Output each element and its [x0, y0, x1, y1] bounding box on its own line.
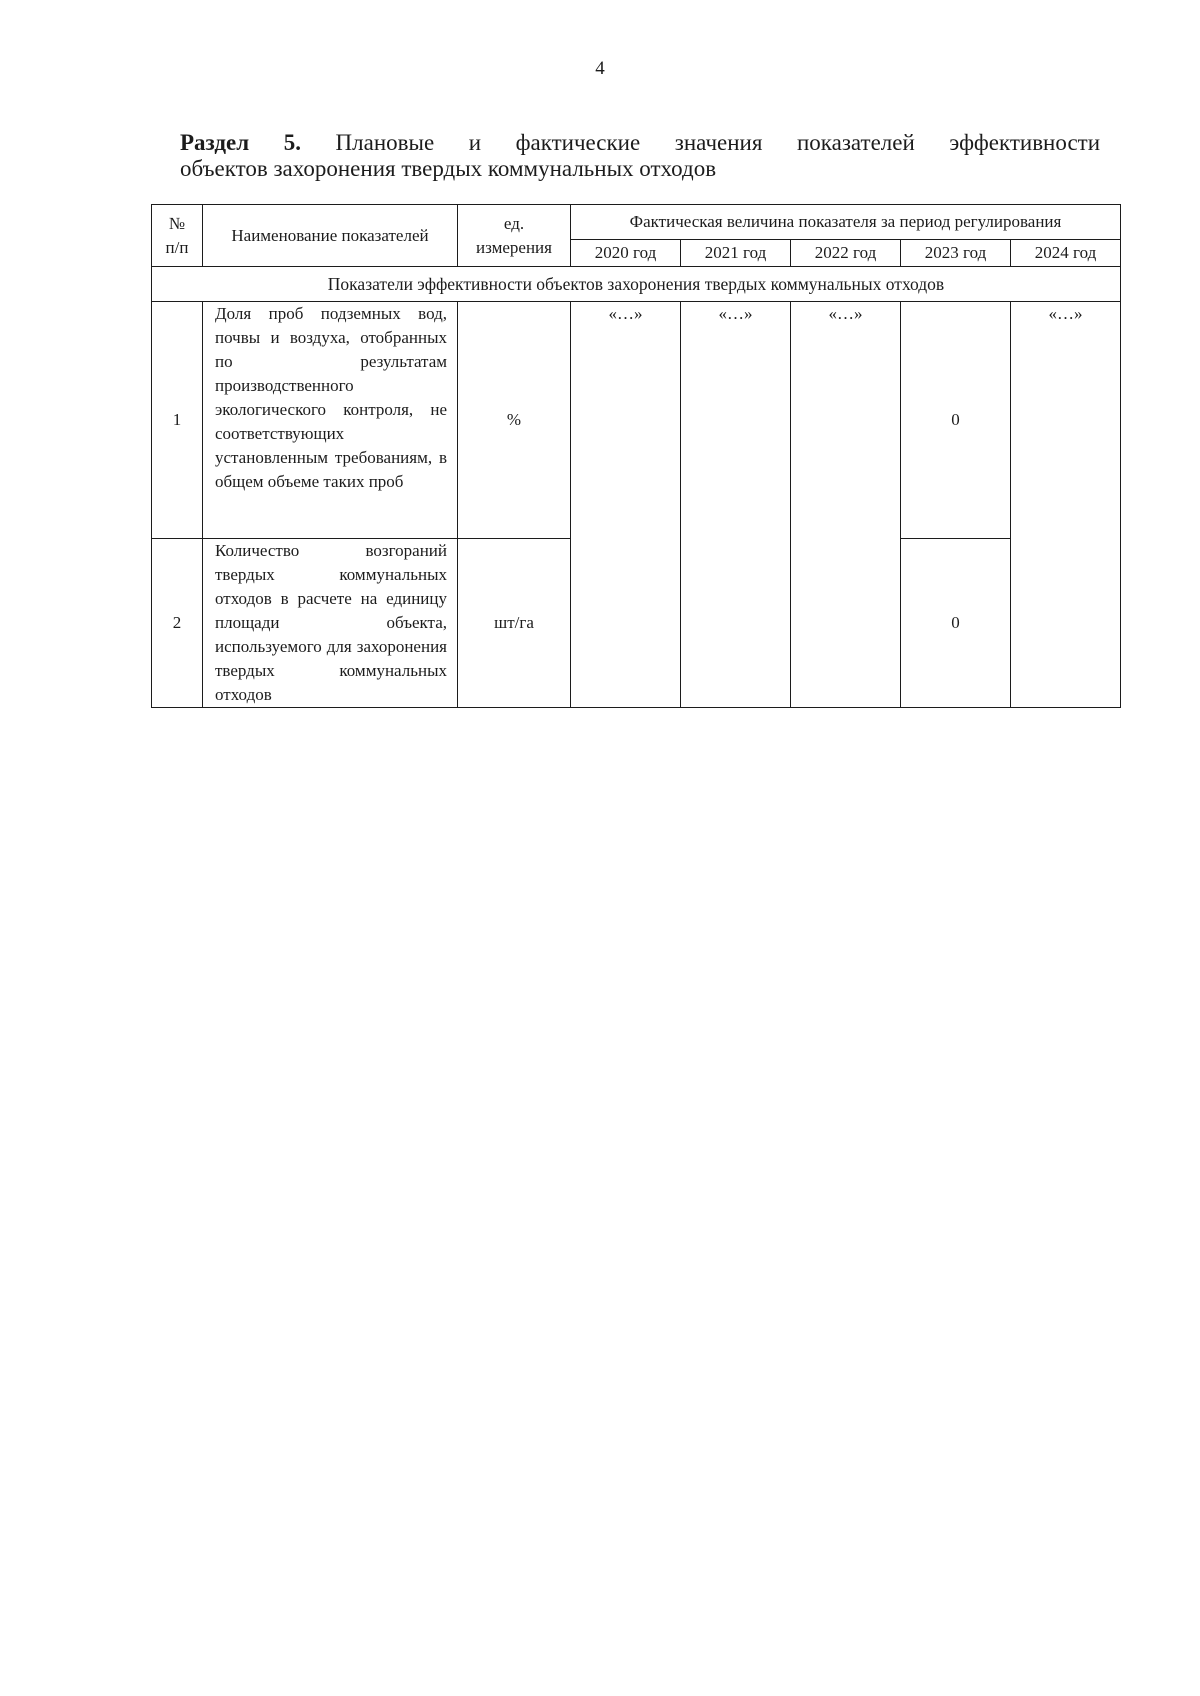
section-title-text: Плановые и фактические значения показателей эффективности	[335, 130, 1101, 155]
group-title: Показатели эффективности объектов захоронения твердых коммунальных отходов	[152, 267, 1121, 302]
row-name: Доля проб подземных вод, почвы и воздуха, отобранных по результатам производственного экологического контроля, не соответствующих установленным требованиям, в общем объеме таких проб	[203, 302, 458, 539]
row-unit: %	[458, 302, 571, 539]
value-2020: «…»	[571, 302, 681, 708]
header-unit-line2: измерения	[476, 237, 552, 257]
header-num-line1: №	[168, 213, 186, 233]
year-2024: 2024 год	[1011, 240, 1121, 267]
table-row	[152, 302, 1121, 539]
row-unit: шт/га	[458, 539, 571, 708]
header-unit-line1: ед.	[503, 213, 525, 233]
row-name: Количество возгораний твердых коммунальных отходов в расчете на единицу площади объекта, используемого для захоронения твердых коммунальных отходов	[203, 539, 458, 708]
header-actual: Фактическая величина показателя за период регулирования	[571, 205, 1121, 240]
value-2023: 0	[901, 539, 1011, 708]
section-title-lead: Раздел 5.	[180, 130, 301, 155]
year-2023: 2023 год	[901, 240, 1011, 267]
value-2023: 0	[901, 302, 1011, 539]
value-2024: «…»	[1011, 302, 1121, 708]
header-row	[152, 205, 1121, 240]
header-unit	[458, 205, 571, 267]
group-row	[152, 267, 1121, 302]
year-2020: 2020 год	[571, 240, 681, 267]
row-num: 2	[152, 539, 203, 708]
value-2021: «…»	[681, 302, 791, 708]
page-number: 4	[595, 58, 605, 79]
year-2021: 2021 год	[681, 240, 791, 267]
header-num	[152, 205, 203, 267]
section-title-line2: объектов захоронения твердых коммунальных отходов	[180, 156, 717, 181]
row-num: 1	[152, 302, 203, 539]
header-name: Наименование показателей	[203, 205, 458, 267]
value-2022: «…»	[791, 302, 901, 708]
year-2022: 2022 год	[791, 240, 901, 267]
section-title	[180, 130, 1100, 155]
header-num-line2: п/п	[165, 237, 189, 257]
metrics-table	[151, 204, 1121, 708]
